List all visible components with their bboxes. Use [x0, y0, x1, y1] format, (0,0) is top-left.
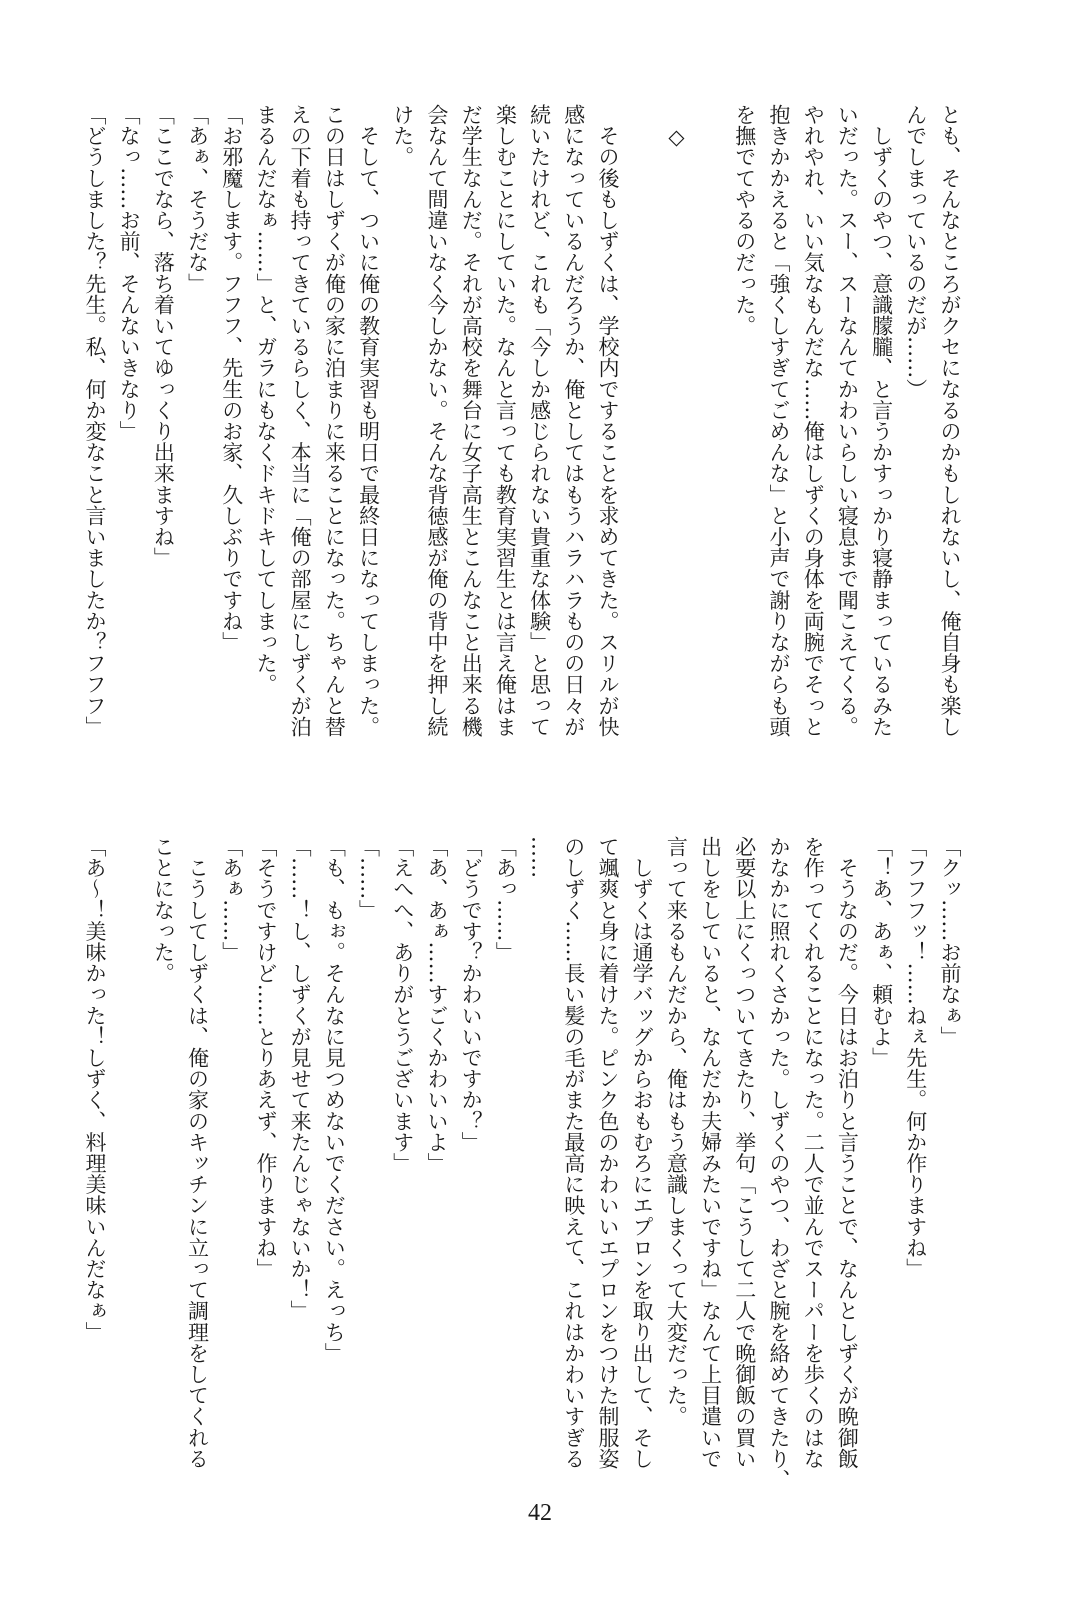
- text-column: けた。: [390, 104, 415, 168]
- text-column: 続いたけれど、これも「今しか感じられない貴重な体験」と思って: [527, 104, 552, 737]
- text-column: [625, 104, 659, 744]
- text-column: 「そうですけど……とりあえず、作りますね」: [253, 836, 278, 1280]
- text-column: 「フフフッ！……ねぇ先生。何か作りますね」: [903, 836, 928, 1280]
- text-column: て颯爽と身に着けた。ピンク色のかわいいエプロンをつけた制服姿: [595, 836, 620, 1469]
- text-column: 言って来るもんだから、俺はもう意識しまくって大変だった。: [664, 836, 689, 1427]
- text-column: 「なっ……お前、そんないきなり」: [117, 104, 142, 442]
- text-column: いだった。スー、スーなんてかわいらしい寝息まで聞こえてくる。: [835, 104, 860, 737]
- text-column: 「お邪魔します。フフフ、先生のお家、久しぶりですね」: [219, 104, 244, 653]
- text-column: んでしまっているのだが……）: [903, 104, 928, 400]
- text-column: この日はしずくが俺の家に泊まりに来ることになった。ちゃんと替: [322, 104, 347, 737]
- text-column: [693, 104, 727, 744]
- text-column: 「どうです？かわいいですか？」: [459, 836, 484, 1153]
- text-column: のしずく……長い髪の毛がまた最高に映えて、これはかわいすぎる: [561, 836, 586, 1469]
- text-column: 「！あ、あぁ、頼むよ」: [869, 836, 894, 1069]
- text-column: しずくは通学バッグからおもむろにエプロンを取り出して、そし: [630, 836, 655, 1469]
- text-column: 出しをしていると、なんだか夫婦みたいですね」なんて上目遣いで: [698, 836, 723, 1469]
- text-column: を作ってくれることになった。二人で並んでスーパーを歩くのはな: [801, 836, 826, 1469]
- text-column: やれやれ、いい気なもんだな……俺はしずくの身体を両腕でそっと: [801, 104, 826, 737]
- text-column: 「えへへ、ありがとうございます」: [390, 836, 415, 1174]
- text-column: 「あぁ……」: [219, 836, 244, 963]
- text-column: だ学生なんだ。それが高校を舞台に女子高生とこんなこと出来る機: [459, 104, 484, 737]
- text-column: その後もしずくは、学校内ですることを求めてきた。スリルが快: [596, 104, 620, 737]
- text-column: 「あぁ、そうだな」: [185, 104, 210, 294]
- text-column: 「……」: [356, 836, 381, 921]
- text-column: 抱きかかえると「強くしすぎてごめんな」と小声で謝りながらも頭: [766, 104, 791, 737]
- text-column: 「も、もぉ。そんなに見つめないでください。えっち」: [322, 836, 347, 1364]
- text-column: 「あ、あぁ……すごくかわいいよ」: [424, 836, 449, 1174]
- text-column: ことになった。: [151, 836, 176, 984]
- page-number: 42: [528, 1500, 552, 1526]
- text-column: こうしてしずくは、俺の家のキッチンに立って調理をしてくれる: [185, 836, 210, 1469]
- text-column: そうなのだ。今日はお泊りと言うことで、なんとしずくが晩御飯: [835, 836, 860, 1469]
- text-column: 「あっ……」: [493, 836, 518, 963]
- text-column: とも、そんなところがクセになるのかもしれないし、俺自身も楽し: [938, 104, 962, 737]
- text-column: 会なんて間違いなく今しかない。そんな背徳感が俺の背中を押し続: [424, 104, 449, 737]
- text-column: 「……！し、しずくが見せて来たんじゃないか！」: [288, 836, 313, 1322]
- text-column: 楽しむことにしていた。なんと言っても教育実習生とは言え俺はま: [493, 104, 518, 737]
- section-break-diamond: ◇: [664, 104, 689, 150]
- text-column: [112, 836, 146, 1476]
- text-column: 「ここでなら、落ち着いてゆっくり出来ますね」: [151, 104, 176, 569]
- text-column: 感になっているんだろうか、俺としてはもうハラハラものの日々が: [561, 104, 586, 737]
- text-column: かなかに照れくさかった。しずくのやつ、わざと腕を絡めてきたり、: [766, 836, 791, 1491]
- text-column: 必要以上にくっついてきたり、挙句「こうして二人で晩御飯の買い: [732, 836, 757, 1469]
- text-column: 「クッ……お前なぁ」: [938, 836, 962, 1047]
- text-column: しずくのやつ、意識朦朧、と言うかすっかり寝静まっているみた: [869, 104, 894, 737]
- text-column: まるんだなぁ……」と、ガラにもなくドキドキしてしまった。: [253, 104, 278, 695]
- text-column: ……: [527, 836, 552, 879]
- text-column: えの下着も持ってきているらしく、本当に「俺の部屋にしずくが泊: [288, 104, 313, 737]
- top-text-block: [77, 104, 967, 744]
- text-column: そして、ついに俺の教育実習も明日で最終日になってしまった。: [356, 104, 381, 737]
- text-column: を撫でてやるのだった。: [732, 104, 757, 337]
- text-column: 「あ～！美味かった！しずく、料理美味いんだなぁ」: [82, 836, 107, 1343]
- text-column: 「どうしました？先生。私、何か変なこと言いましたか？フフフ」: [82, 104, 107, 737]
- bottom-text-block: [77, 836, 967, 1491]
